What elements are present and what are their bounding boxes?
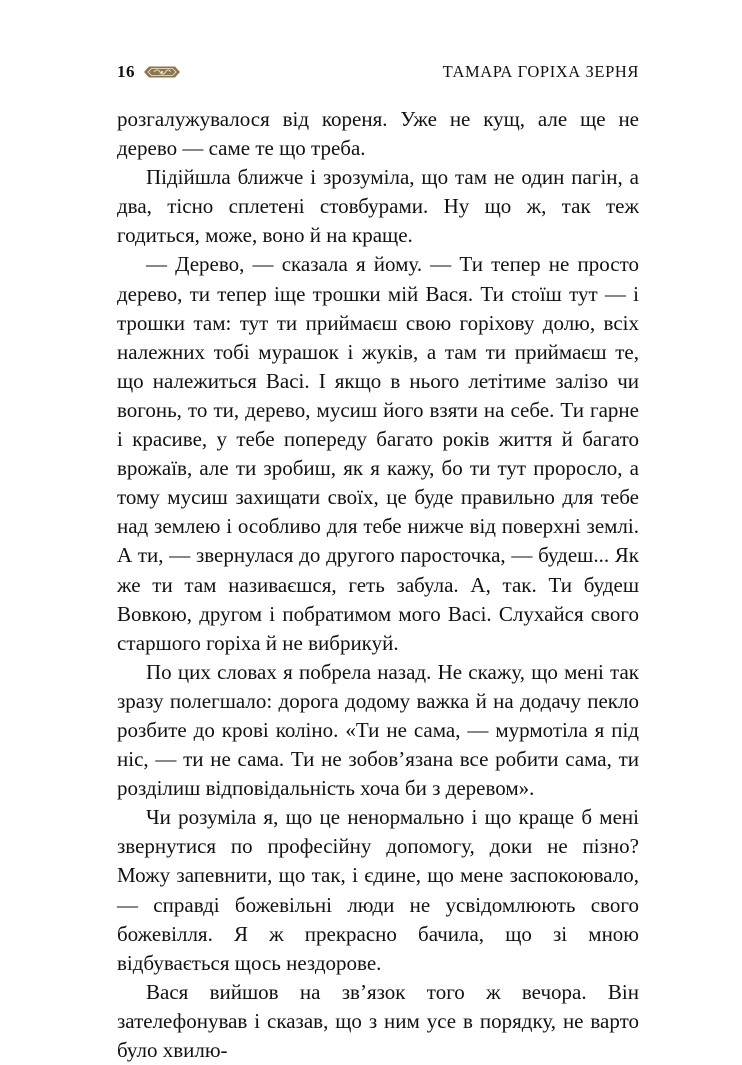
paragraph: — Дерево, — сказала я йому. — Ти тепер не просто дерево, ти тепер іще трошки мій Вася. Ти стоїш тут — і трошки там: тут ти приймаєш свою горіхову долю, всіх належних тобі мурашок і жуків, а там ти приймаєш те, що належиться Васі. І якщо в нього летітиме залізо чи вогонь, то ти, дерево, мусиш його взяти на себе. Ти гарне і красиве, у тебе попереду багато років життя й багато врожаїв, але ти зробиш, як я кажу, бо ти тут проросло, а тому мусиш захищати своїх, це буде правильно для тебе над землею і особливо для тебе нижче від поверхні землі. А ти, — звернулася до другого паросточка, — будеш... Як же ти там називаєшся, геть забула. А, так. Ти будеш Вовкою, другом і побратимом мого Васі. Слухайся свого старшого горіха й не вибрикуй.: [117, 252, 639, 655]
decorative-ornament-icon: [143, 63, 181, 81]
paragraph: Вася вийшов на зв’язок того ж вечора. Він зателефонував і сказав, що з ним усе в порядку, не варто було хвилю-: [117, 979, 639, 1062]
paragraph: розгалужувалося від кореня. Уже не кущ, але ще не дерево — саме те що треба.: [117, 107, 639, 161]
body-text: [117, 105, 639, 1065]
page-header: [117, 58, 639, 86]
running-title: ТАМАРА ГОРІХА ЗЕРНЯ: [442, 62, 639, 81]
paragraph: Підійшла ближче і зрозуміла, що там не один пагін, а два, тісно сплетені стовбурами. Ну що ж, так теж годиться, може, воно й на краще.: [117, 165, 639, 248]
page-number: 16: [117, 62, 135, 81]
paragraph: Чи розуміла я, що це ненормально і що краще б мені звернутися по професійну допомогу, доки не пізно? Можу запевнити, що так, і єдине, що мене заспокоювало, — справді божевільні люди не усвідомлюють свого божевілля. Я ж прекрасно бачила, що зі мною відбувається щось нездорове.: [117, 805, 639, 975]
header-left-group: [117, 62, 181, 82]
paragraph: По цих словах я побрела назад. Не скажу, що мені так зразу полегшало: дорога додому важка й на додачу пекло розбите до крові коліно. «Ти не сама, — мурмотіла я під ніс, — ти не сама. Ти не зобов’язана все робити сама, ти розділиш відповідальність хоча би з деревом».: [117, 659, 639, 801]
